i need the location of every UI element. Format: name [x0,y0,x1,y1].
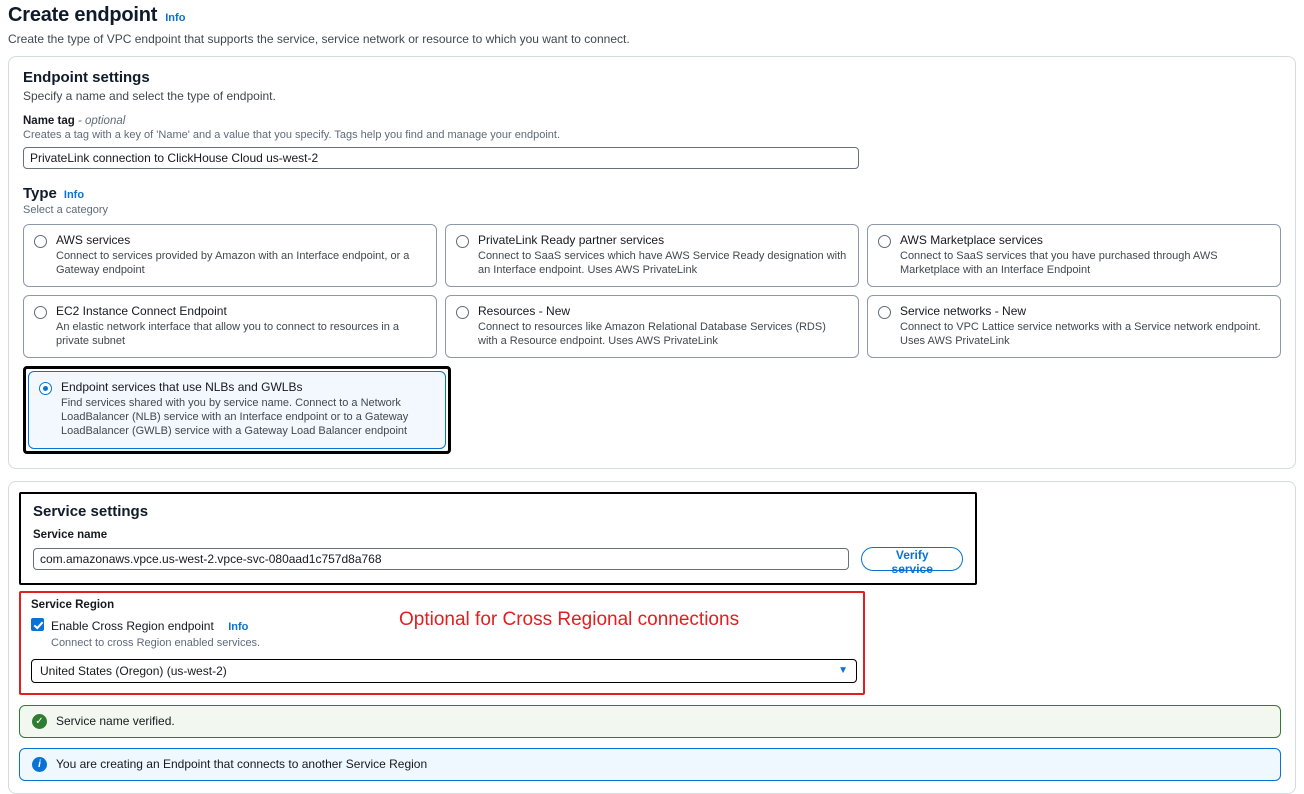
endpoint-settings-title: Endpoint settings [23,69,150,86]
cross-region-label: Enable Cross Region endpoint [51,618,214,633]
type-option-service-networks[interactable] [867,295,1281,358]
name-tag-label [23,115,1281,127]
type-option-nlb-gwlb-highlight [23,366,451,453]
alert-cross-region-info [19,748,1281,781]
service-settings-highlight [19,492,977,585]
type-option-title: AWS services [56,233,131,247]
service-settings-title: Service settings [33,502,149,520]
type-section-head [23,185,1281,202]
type-option-desc: Find services shared with you by service name. Connect to a Network LoadBalancer (NLB) service with an Interface endpoint or to a Gateway LoadBalancer (GWLB) service with a Gateway Load Balancer endpoint [61,397,409,438]
type-label: Type [23,185,57,202]
type-options [23,224,1281,454]
type-option-title: PrivateLink Ready partner services [478,233,665,247]
cross-region-annotation: Optional for Cross Regional connections [399,608,740,630]
type-option-title: AWS Marketplace services [900,233,1043,247]
cross-region-checkbox[interactable] [31,618,44,631]
type-options-row-2 [23,295,1281,358]
name-tag-optional: - optional [77,115,126,127]
check-circle-icon: ✓ [32,714,47,729]
radio-icon[interactable] [878,235,891,248]
type-option-privatelink-ready-partner-services[interactable] [445,224,859,287]
type-option-desc: Connect to VPC Lattice service networks with a Service network endpoint. Uses AWS PrivateLink [900,321,1261,348]
type-option-title: Service networks - New [900,304,1027,319]
type-option-desc: Connect to SaaS services that you have purchased through AWS Marketplace with an Interface Endpoint [900,250,1218,277]
type-option-title: Endpoint services that use NLBs and GWLBs [61,380,303,395]
alert-service-name-verified [19,705,1281,738]
verify-service-button[interactable]: Verify service [861,547,963,571]
service-region-select[interactable] [31,659,857,683]
service-name-row [33,547,963,576]
info-circle-icon: i [32,757,47,772]
type-option-title: Resources - New [478,304,571,319]
type-option-aws-marketplace-services[interactable] [867,224,1281,287]
service-region-label: Service Region [31,598,115,611]
page-info-link[interactable]: Info [165,12,186,24]
chevron-down-icon: ▼ [838,665,848,677]
service-name-label: Service name [33,528,108,541]
radio-icon[interactable] [878,306,891,319]
name-tag-help: Creates a tag with a key of 'Name' and a value that you specify. Tags help you find and manage your endpoint. [23,129,561,141]
page-subtitle: Create the type of VPC endpoint that supports the service, service network or resource to which you want to connect. [8,32,630,46]
radio-icon[interactable] [39,382,52,395]
alert-text: Service name verified. [56,714,175,729]
alert-text: You are creating an Endpoint that connects to another Service Region [56,757,428,772]
type-option-desc: Connect to SaaS services which have AWS Service Ready designation with an Interface endpoint. Uses AWS PrivateLink [478,250,847,277]
type-info-link[interactable]: Info [63,189,85,201]
page-title: Create endpoint [8,4,158,26]
service-settings-panel [8,481,1296,794]
type-help: Select a category [23,204,108,216]
radio-icon[interactable] [456,306,469,319]
type-option-desc: An elastic network interface that allow you to connect to resources in a private subnet [56,321,400,348]
type-option-resources[interactable] [445,295,859,358]
cross-region-info-link[interactable]: Info [228,620,249,633]
radio-icon[interactable] [456,235,469,248]
page-title-row [8,4,1296,27]
type-option-desc: Connect to services provided by Amazon with an Interface endpoint, or a Gateway endpoint [56,250,410,277]
service-region-highlight [19,591,865,695]
type-option-endpoint-services-nlb-gwlb[interactable] [28,371,446,448]
page-header [8,0,1296,46]
endpoint-settings-panel [8,56,1296,469]
name-tag-label-text: Name tag [23,115,75,127]
name-tag-input[interactable] [23,147,859,169]
radio-icon[interactable] [34,235,47,248]
type-option-ec2-instance-connect-endpoint[interactable] [23,295,437,358]
cross-region-label-row [51,617,260,635]
type-options-row-1 [23,224,1281,287]
type-option-desc: Connect to resources like Amazon Relational Database Services (RDS) with a Resource endpoint. Uses AWS PrivateLink [478,321,826,348]
endpoint-settings-description: Specify a name and select the type of endpoint. [23,89,276,103]
type-options-row-3 [23,366,1281,453]
cross-region-desc: Connect to cross Region enabled services. [51,636,261,649]
service-region-selected-value: United States (Oregon) (us-west-2) [40,663,227,678]
type-option-aws-services[interactable] [23,224,437,287]
type-option-title: EC2 Instance Connect Endpoint [56,304,227,319]
service-name-input[interactable] [33,548,849,570]
radio-icon[interactable] [34,306,47,319]
